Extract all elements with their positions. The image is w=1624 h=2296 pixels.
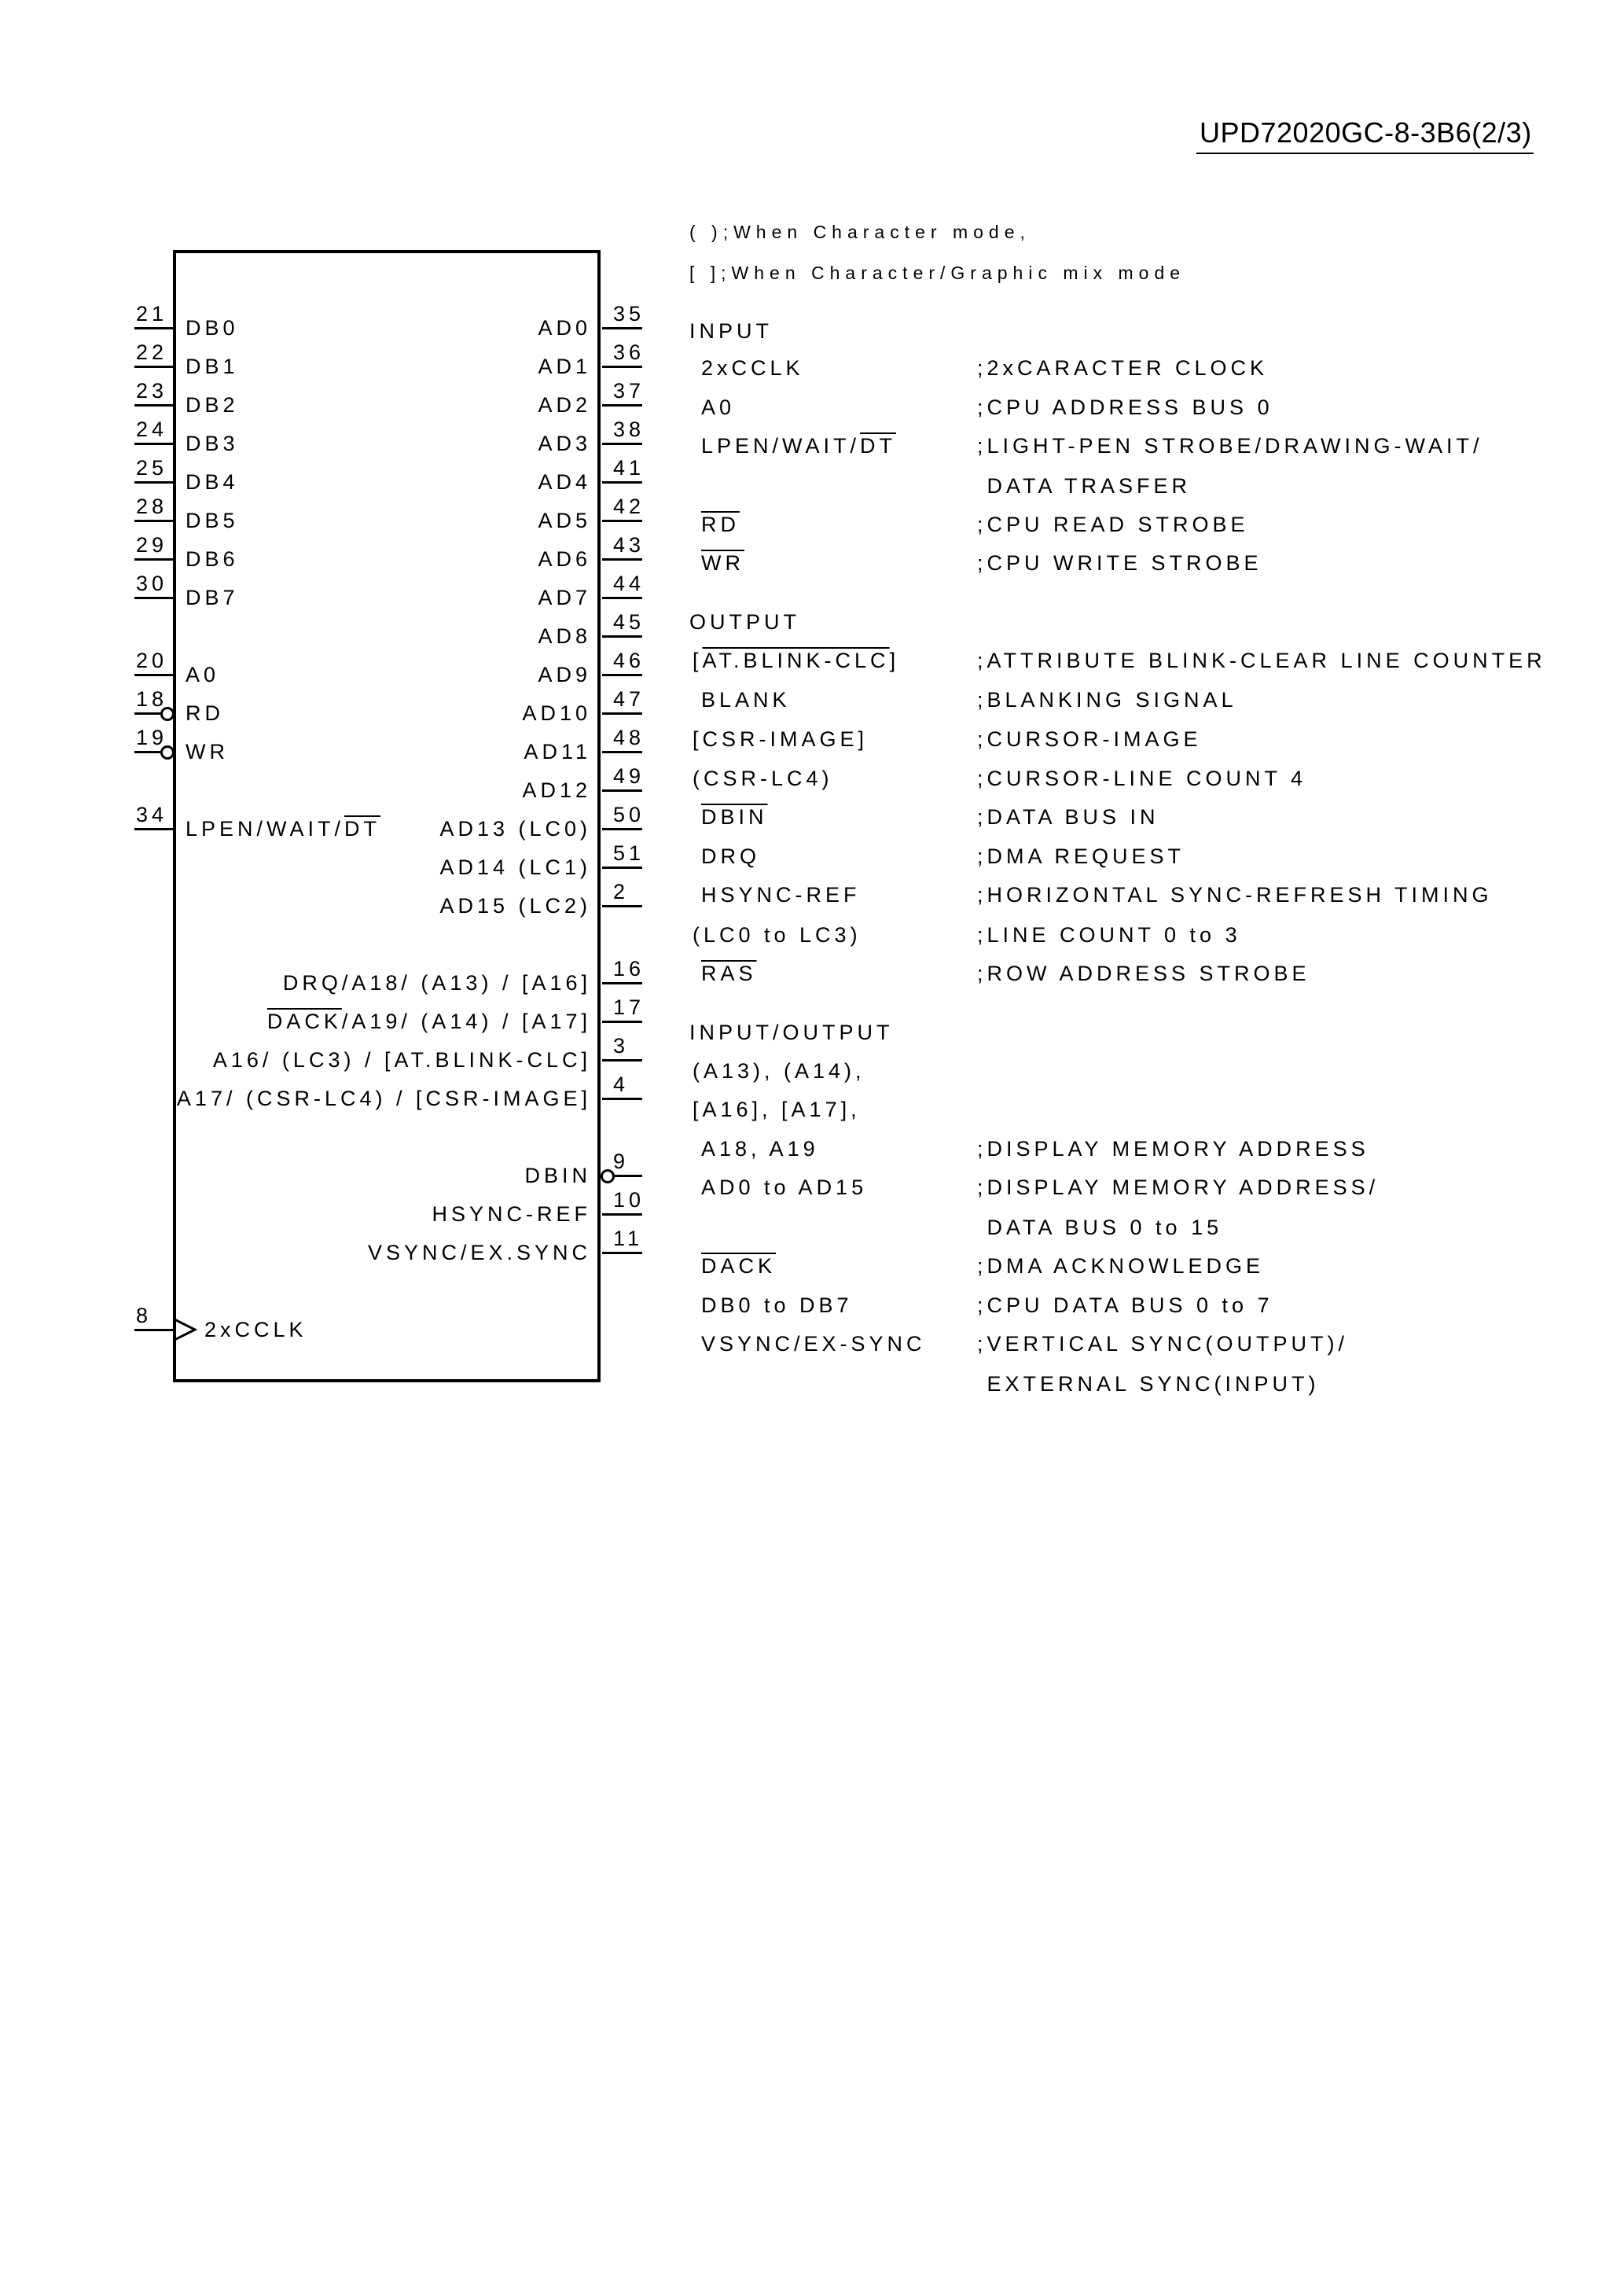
text-part: ]: [889, 649, 900, 672]
mode-note: [ ];When Character/Graphic mix mode: [689, 263, 1186, 283]
text-part: DRQ/A18/ (A13) / [A16]: [282, 971, 591, 995]
pin-number: 28: [136, 495, 168, 518]
pin-number: 23: [136, 379, 168, 403]
pin-line: [602, 751, 642, 753]
pin-line: [134, 520, 175, 522]
pin-line: [602, 520, 642, 522]
pin-line: [134, 674, 175, 676]
pin-number: 11: [613, 1227, 644, 1250]
text-part: 2xCCLK: [204, 1318, 307, 1341]
text-part: [A16], [A17],: [693, 1098, 861, 1121]
legend-signal-description: ;CURSOR-LINE COUNT 4: [977, 767, 1307, 790]
pin-number: 41: [613, 456, 645, 480]
pin-line: [602, 905, 642, 907]
legend-signal-name: [701, 1254, 776, 1278]
pin-label: [522, 701, 591, 725]
text-part: A17/ (CSR-LC4) / [CSR-IMAGE]: [176, 1087, 591, 1110]
legend-signal-name: [693, 1059, 865, 1083]
legend-signal-description: ;ATTRIBUTE BLINK-CLEAR LINE COUNTER: [977, 649, 1546, 672]
pin-label: [283, 971, 591, 995]
text-part: AD10: [522, 701, 591, 725]
pin-number: 21: [136, 302, 168, 326]
pin-line: [134, 366, 175, 368]
pin-label: [186, 470, 239, 494]
pin-line: [602, 327, 642, 329]
legend-signal-name: [693, 1098, 861, 1121]
text-part: AD5: [538, 509, 591, 532]
pin-number: 24: [136, 418, 168, 441]
pin-line: [602, 366, 642, 368]
pin-label: [538, 316, 591, 340]
pin-label: [186, 663, 219, 686]
text-part: DB1: [186, 355, 239, 378]
pin-label: [186, 586, 239, 609]
text-part: DB4: [186, 470, 239, 494]
legend-signal-name: [701, 805, 768, 829]
pin-label: [186, 316, 239, 340]
text-part: A0: [186, 663, 220, 686]
pin-label: [186, 740, 229, 763]
pin-label: [204, 1318, 307, 1341]
text-part: HSYNC-REF: [432, 1202, 591, 1226]
pin-label: [177, 1087, 591, 1110]
pin-line: [602, 867, 642, 869]
text-part: [: [693, 649, 703, 672]
text-part: AD8: [538, 624, 591, 648]
overbar-text: AT.BLINK-: [702, 649, 836, 672]
pin-line: [602, 789, 642, 792]
pin-number: 50: [613, 803, 645, 826]
pin-number: 10: [613, 1188, 645, 1212]
text-part: DB5: [186, 509, 239, 532]
legend-signal-description: ;CPU DATA BUS 0 to 7: [977, 1293, 1273, 1317]
pin-line: [602, 1252, 642, 1254]
legend-signal-name: [701, 1332, 926, 1356]
overbar-text: DACK: [266, 1010, 342, 1033]
pin-label: [186, 393, 239, 417]
pin-number: 34: [136, 803, 168, 826]
legend-signal-name: [701, 688, 791, 712]
pin-label: [186, 509, 239, 532]
pin-number: 30: [136, 572, 168, 595]
pin-label: [439, 855, 591, 879]
pin-number: 49: [613, 764, 645, 788]
pin-label: [538, 586, 591, 609]
pin-line: [134, 1329, 175, 1331]
text-part: (CSR-LC4): [693, 767, 833, 790]
pin-label: [186, 432, 239, 455]
legend-signal-description: ;DISPLAY MEMORY ADDRESS/: [977, 1176, 1380, 1199]
pin-line: [134, 404, 175, 407]
text-part: LPEN/WAIT/: [701, 434, 861, 458]
pin-line: [134, 558, 175, 561]
legend-signal-description: ;2xCARACTER CLOCK: [977, 356, 1269, 380]
pin-line: [602, 558, 642, 561]
text-part: AD15 (LC2): [439, 894, 591, 918]
legend-signal-name: [701, 883, 861, 907]
pin-line: [134, 481, 175, 484]
pin-label: [538, 470, 591, 494]
pin-line: [602, 674, 642, 676]
text-part: A18, A19: [701, 1137, 819, 1161]
legend-section-header: OUTPUT: [689, 610, 800, 634]
pin-line: [615, 1175, 642, 1177]
text-part: AD4: [538, 470, 591, 494]
text-part: [CSR-IMAGE]: [693, 727, 869, 751]
text-part: AD2: [538, 393, 591, 417]
pin-number: 48: [613, 726, 645, 749]
pin-number: 19: [136, 726, 168, 749]
text-part: A0: [701, 396, 736, 419]
pin-number: 35: [613, 302, 645, 326]
legend-signal-description: ;VERTICAL SYNC(OUTPUT)/: [977, 1332, 1349, 1356]
text-part: AD0 to AD15: [701, 1176, 868, 1199]
overbar-text: $\overline{WR}$: [701, 551, 744, 575]
legend-signal-name: [701, 962, 757, 985]
text-part: DB6: [186, 547, 239, 571]
text-part: AD12: [522, 778, 591, 802]
text-part: (A13), (A14),: [693, 1059, 865, 1083]
legend-signal-name: [693, 649, 899, 672]
pin-line: [602, 481, 642, 484]
text-part: DBIN: [524, 1164, 591, 1187]
pin-line: [134, 828, 175, 830]
legend-signal-description: ;DATA BUS IN: [977, 805, 1159, 829]
pin-line: [602, 404, 642, 407]
pin-line: [602, 597, 642, 599]
text-part: DB0: [186, 316, 239, 340]
legend-signal-name: [701, 1137, 819, 1161]
pin-line: [134, 597, 175, 599]
legend-signal-description: ;DMA ACKNOWLEDGE: [977, 1254, 1265, 1278]
pin-line: [602, 712, 642, 715]
text-part: AD7: [538, 586, 591, 609]
legend-signal-description: DATA BUS 0 to 15: [977, 1216, 1223, 1239]
legend-section-header: INPUT/OUTPUT: [689, 1021, 894, 1044]
pin-number: 51: [613, 841, 645, 865]
pin-label: [538, 432, 591, 455]
pin-number: 46: [613, 649, 645, 672]
legend-signal-description: ;HORIZONTAL SYNC-REFRESH TIMING: [977, 883, 1493, 907]
mode-note: ( );When Character mode,: [689, 222, 1031, 242]
text-part: DB0 to DB7: [701, 1293, 853, 1317]
pin-label: [186, 547, 239, 571]
text-part: WR: [186, 740, 229, 763]
text-part: AD0: [538, 316, 591, 340]
legend-signal-description: ;CPU ADDRESS BUS 0: [977, 396, 1273, 419]
pin-number: 42: [613, 495, 645, 518]
overbar-text: $\overline{DT}$: [860, 434, 897, 458]
legend-signal-name: [701, 844, 760, 868]
pin-line: [602, 1021, 642, 1023]
text-part: DB7: [186, 586, 239, 609]
pin-line: [602, 1213, 642, 1216]
legend-section-header: INPUT: [689, 319, 773, 343]
pin-line: [602, 828, 642, 830]
pin-number: 47: [613, 687, 645, 711]
legend-signal-description: ;DMA REQUEST: [977, 844, 1185, 868]
pin-label: [524, 1164, 591, 1187]
legend-signal-description: ;CPU WRITE STROBE: [977, 551, 1262, 575]
text-part: AD3: [538, 432, 591, 455]
pin-label: [439, 894, 591, 918]
pin-number: 38: [613, 418, 645, 441]
overbar-text: $\overline{RAS}$: [701, 962, 757, 985]
pin-label: [538, 393, 591, 417]
legend-signal-description: ;LINE COUNT 0 to 3: [977, 923, 1241, 947]
text-part: DB2: [186, 393, 239, 417]
pin-number: 20: [136, 649, 168, 672]
text-part: HSYNC-REF: [701, 883, 861, 907]
pin-number: 17: [613, 995, 645, 1019]
pin-number: 18: [136, 687, 168, 711]
pin-label: [538, 355, 591, 378]
pin-number: 43: [613, 533, 645, 557]
legend-signal-name: [701, 356, 804, 380]
pin-label: [186, 817, 380, 841]
pin-line: [134, 751, 163, 753]
pin-line: [602, 1059, 642, 1062]
pin-number: 9: [613, 1150, 630, 1173]
text-part: AD1: [538, 355, 591, 378]
text-part: /A19/ (A14) / [A17]: [341, 1010, 591, 1033]
text-part: VSYNC/EX-SYNC: [701, 1332, 926, 1356]
overbar-text: $\overline{CLC}$: [835, 649, 890, 672]
text-part: 2xCCLK: [701, 356, 804, 380]
text-part: A16/ (LC3) / [AT.BLINK-CLC]: [212, 1048, 591, 1072]
overbar-text: $\overline{DT}$: [344, 817, 381, 841]
pin-number: 16: [613, 957, 645, 981]
legend-signal-name: [701, 434, 896, 458]
pin-label: [522, 778, 591, 802]
legend-signal-description: ;DISPLAY MEMORY ADDRESS: [977, 1137, 1369, 1161]
pin-label: [524, 740, 591, 763]
pin-label: [267, 1010, 591, 1033]
pin-number: 37: [613, 379, 645, 403]
pin-number: 29: [136, 533, 168, 557]
pin-number: 36: [613, 340, 645, 364]
legend-signal-name: [693, 727, 868, 751]
pin-label: [186, 701, 224, 725]
pin-line: [134, 712, 163, 715]
pin-label: [538, 624, 591, 648]
text-part: AD14 (LC1): [439, 855, 591, 879]
legend-signal-description: ;LIGHT-PEN STROBE/DRAWING-WAIT/: [977, 434, 1483, 458]
pin-label: [368, 1241, 591, 1264]
text-part: RD: [186, 701, 224, 725]
pin-number: 44: [613, 572, 645, 595]
pin-number: 45: [613, 610, 645, 634]
text-part: AD13 (LC0): [439, 817, 591, 841]
document-title: UPD72020GC-8-3B6(2/3): [1196, 116, 1534, 154]
text-part: BLANK: [701, 688, 791, 712]
pin-number: 22: [136, 340, 168, 364]
legend-signal-name: [701, 551, 744, 575]
pin-line: [134, 443, 175, 445]
text-part: LPEN/WAIT/: [186, 817, 345, 841]
text-part: VSYNC/EX.SYNC: [367, 1241, 591, 1264]
pin-label: [538, 663, 591, 686]
clock-input-icon: [175, 1318, 198, 1341]
pin-number: 3: [613, 1034, 630, 1058]
pin-number: 8: [136, 1304, 152, 1327]
pin-label: [538, 509, 591, 532]
pin-line: [602, 1098, 642, 1100]
overbar-text: DBIN: [701, 805, 768, 829]
overbar-text: $\overline{RD}$: [701, 513, 740, 536]
overbar-text: DACK: [701, 1254, 777, 1278]
legend-signal-name: [693, 767, 833, 790]
pin-label: [538, 547, 591, 571]
pin-label: [439, 817, 591, 841]
text-part: DRQ: [701, 844, 760, 868]
pin-number: 2: [613, 880, 630, 903]
legend-signal-description: ;ROW ADDRESS STROBE: [977, 962, 1310, 985]
legend-signal-description: EXTERNAL SYNC(INPUT): [977, 1372, 1320, 1396]
legend-signal-description: ;BLANKING SIGNAL: [977, 688, 1237, 712]
legend-signal-name: [693, 923, 862, 947]
text-part: AD6: [538, 547, 591, 571]
legend-signal-name: [701, 396, 735, 419]
pin-line: [602, 635, 642, 638]
legend-signal-name: [701, 1293, 853, 1317]
pin-line: [602, 443, 642, 445]
text-part: (LC0 to LC3): [693, 923, 862, 947]
pin-line: [602, 982, 642, 984]
pin-label: [186, 355, 239, 378]
legend-signal-name: [701, 513, 740, 536]
text-part: AD9: [538, 663, 591, 686]
pin-number: 25: [136, 456, 168, 480]
pin-label: [213, 1048, 591, 1072]
pin-label: [432, 1202, 591, 1226]
text-part: DB3: [186, 432, 239, 455]
pin-line: [134, 327, 175, 329]
pin-number: 4: [613, 1073, 630, 1096]
legend-signal-description: ;CURSOR-IMAGE: [977, 727, 1202, 751]
legend-signal-description: ;CPU READ STROBE: [977, 513, 1249, 536]
text-part: AD11: [524, 740, 591, 763]
legend-signal-description: DATA TRASFER: [977, 474, 1192, 498]
legend-signal-name: [701, 1176, 867, 1199]
